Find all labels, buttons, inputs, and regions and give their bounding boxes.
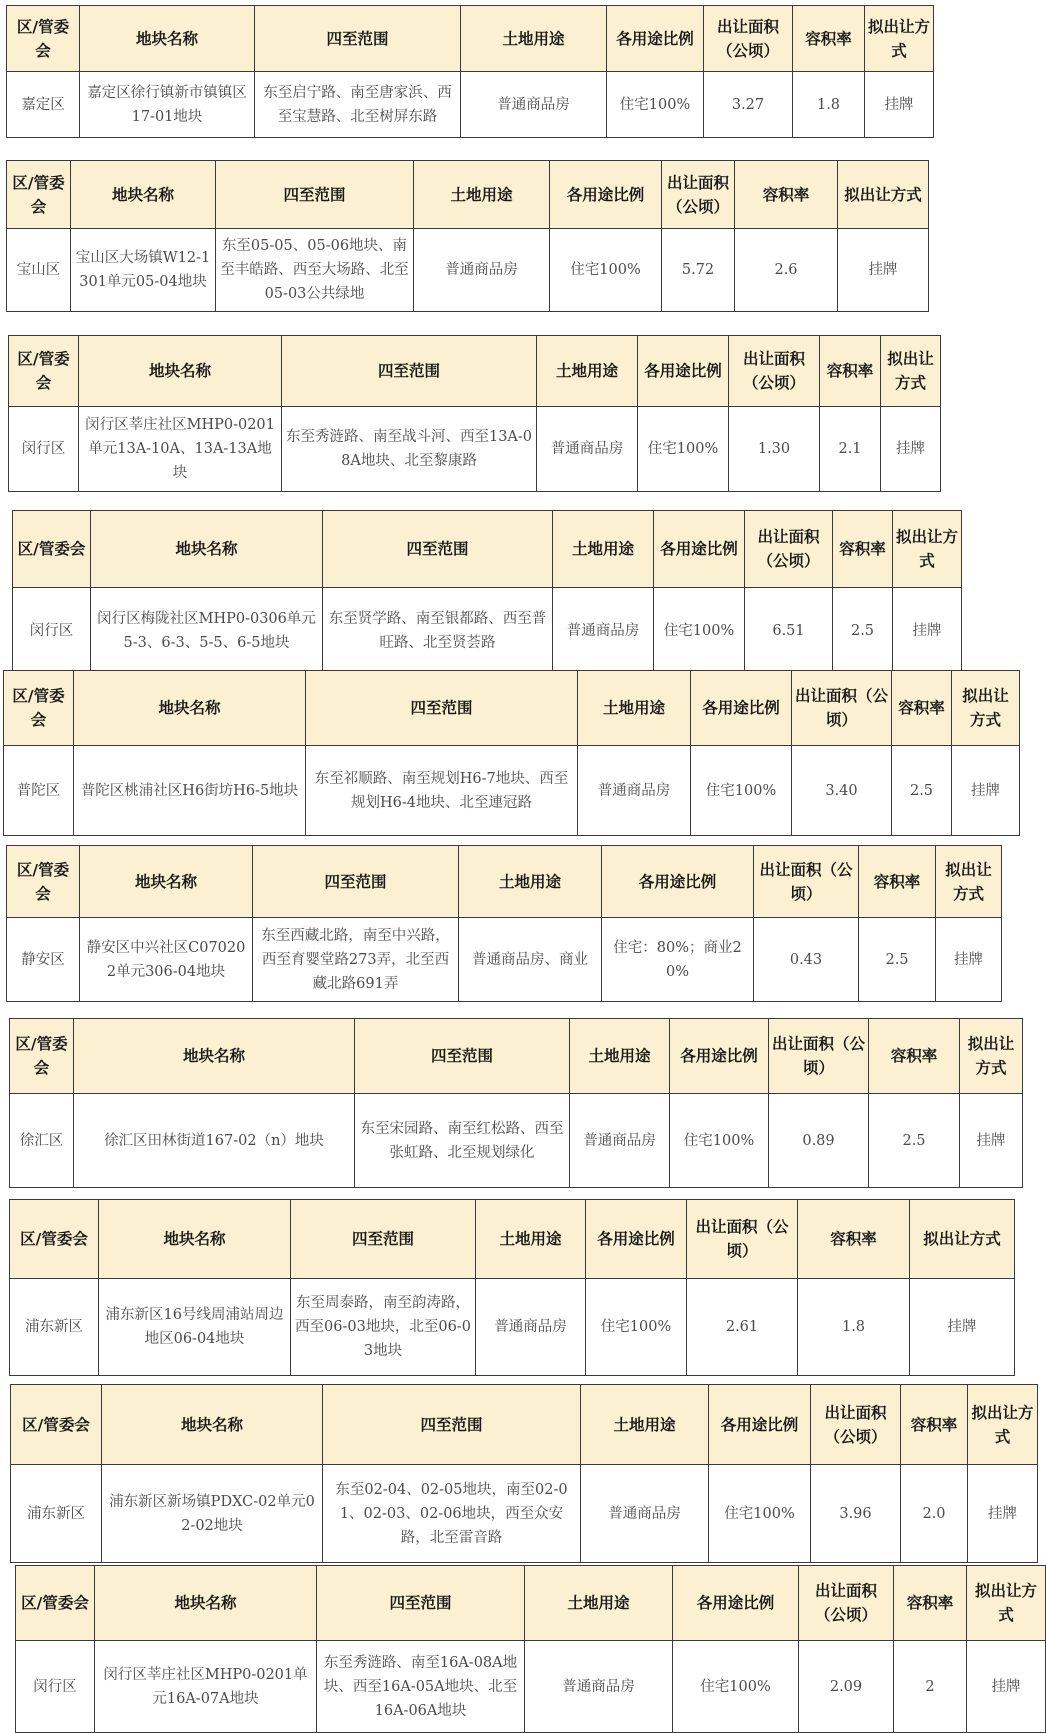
data-cell: 普通商品房: [537, 407, 638, 492]
header-cell: 土地用途: [570, 1019, 670, 1094]
header-cell: 四至范围: [306, 671, 578, 746]
data-cell: 住宅100%: [654, 588, 745, 674]
data-cell: 宝山区大场镇W12-1301单元05-04地块: [71, 229, 216, 312]
data-cell: 普陀区: [4, 746, 74, 836]
parcel-table: [9, 1018, 1023, 1188]
header-cell: 土地用途: [553, 511, 654, 588]
header-cell: 容积率: [894, 1566, 967, 1641]
data-cell: 挂牌: [968, 1465, 1038, 1563]
header-cell: 拟出让方式: [910, 1200, 1015, 1279]
header-cell: 四至范围: [291, 1200, 476, 1279]
parcel-table: [10, 1384, 1038, 1563]
data-cell: 住宅100%: [673, 1641, 799, 1733]
data-cell: 普通商品房、商业: [459, 918, 602, 1002]
data-cell: 浦东新区新场镇PDXC-02单元02-02地块: [102, 1465, 323, 1563]
header-cell: 土地用途: [461, 6, 607, 72]
data-cell: 普通商品房: [578, 746, 691, 836]
parcel-table: [12, 510, 962, 674]
header-cell: 出让面积（公顷）: [729, 336, 820, 407]
header-cell: 容积率: [833, 511, 893, 588]
data-cell: 6.51: [745, 588, 833, 674]
header-cell: 拟出让方式: [960, 1019, 1023, 1094]
data-cell: 闵行区: [13, 588, 91, 674]
data-cell: 挂牌: [881, 407, 941, 492]
data-cell: 住宅100%: [607, 72, 704, 138]
data-cell: 嘉定区: [7, 72, 80, 138]
header-cell: 地块名称: [91, 511, 323, 588]
data-cell: 挂牌: [865, 72, 934, 138]
header-cell: 拟出让方式: [968, 1385, 1038, 1465]
parcel-table: [6, 160, 929, 312]
header-cell: 区/管委会: [7, 161, 71, 229]
data-cell: 挂牌: [967, 1641, 1046, 1733]
header-cell: 容积率: [859, 846, 936, 918]
header-cell: 区/管委会: [13, 511, 91, 588]
header-cell: 土地用途: [578, 671, 691, 746]
header-cell: 土地用途: [581, 1385, 709, 1465]
header-cell: 容积率: [798, 1200, 910, 1279]
header-cell: 地块名称: [102, 1385, 323, 1465]
header-cell: 拟出让方式: [952, 671, 1020, 746]
header-cell: 地块名称: [80, 6, 255, 72]
header-cell: 土地用途: [414, 161, 550, 229]
header-cell: 四至范围: [323, 1385, 581, 1465]
data-cell: 东至秀涟路、南至战斗河、西至13A-08A地块、北至黎康路: [282, 407, 537, 492]
header-cell: 土地用途: [459, 846, 602, 918]
parcel-table: [9, 1199, 1015, 1376]
data-cell: 浦东新区: [11, 1465, 102, 1563]
header-cell: 地块名称: [74, 1019, 355, 1094]
data-cell: 东至02-04、02-05地块，南至02-01、02-03、02-06地块，西至众安路，北至雷音路: [323, 1465, 581, 1563]
data-cell: 闵行区: [16, 1641, 95, 1733]
header-cell: 各用途比例: [607, 6, 704, 72]
data-cell: 挂牌: [952, 746, 1020, 836]
data-cell: 5.72: [662, 229, 735, 312]
header-cell: 地块名称: [79, 336, 282, 407]
header-cell: 各用途比例: [586, 1200, 687, 1279]
data-cell: 东至启宁路、南至唐家浜、西至宝慧路、北至树屏东路: [255, 72, 461, 138]
parcel-table: [6, 5, 934, 138]
header-cell: 各用途比例: [673, 1566, 799, 1641]
data-cell: 2.5: [869, 1094, 960, 1188]
data-cell: 东至贤学路、南至银都路、西至普旺路、北至贤荟路: [323, 588, 553, 674]
data-cell: 静安区中兴社区C070202单元306-04地块: [80, 918, 253, 1002]
header-cell: 各用途比例: [709, 1385, 811, 1465]
data-cell: 2.5: [833, 588, 893, 674]
data-cell: 3.27: [704, 72, 793, 138]
data-cell: 2.6: [735, 229, 838, 312]
header-cell: 各用途比例: [602, 846, 754, 918]
data-cell: 1.8: [798, 1279, 910, 1376]
header-cell: 四至范围: [253, 846, 459, 918]
header-cell: 拟出让方式: [893, 511, 962, 588]
header-cell: 区/管委会: [4, 671, 74, 746]
data-cell: 1.8: [793, 72, 865, 138]
header-cell: 地块名称: [71, 161, 216, 229]
header-cell: 出让面积（公顷）: [704, 6, 793, 72]
header-cell: 出让面积（公顷）: [799, 1566, 894, 1641]
header-cell: 出让面积（公顷）: [754, 846, 859, 918]
header-cell: 拟出让方式: [936, 846, 1002, 918]
data-cell: 0.43: [754, 918, 859, 1002]
data-cell: 3.40: [792, 746, 892, 836]
data-cell: 普通商品房: [581, 1465, 709, 1563]
data-cell: 0.89: [769, 1094, 869, 1188]
data-cell: 住宅：80%；商业20%: [602, 918, 754, 1002]
data-cell: 徐汇区: [10, 1094, 74, 1188]
data-cell: 徐汇区田林街道167-02（n）地块: [74, 1094, 355, 1188]
data-cell: 住宅100%: [586, 1279, 687, 1376]
header-cell: 区/管委会: [9, 336, 79, 407]
header-cell: 拟出让方式: [865, 6, 934, 72]
data-cell: 挂牌: [838, 229, 929, 312]
data-cell: 东至周泰路，南至韵涛路，西至06-03地块，北至06-03地块: [291, 1279, 476, 1376]
header-cell: 四至范围: [317, 1566, 525, 1641]
header-cell: 容积率: [901, 1385, 968, 1465]
data-cell: 挂牌: [936, 918, 1002, 1002]
header-cell: 区/管委会: [11, 1385, 102, 1465]
parcel-table: [15, 1565, 1046, 1733]
data-cell: 普通商品房: [461, 72, 607, 138]
header-cell: 出让面积（公顷）: [792, 671, 892, 746]
data-cell: 浦东新区: [10, 1279, 99, 1376]
header-cell: 四至范围: [216, 161, 414, 229]
data-cell: 普通商品房: [476, 1279, 586, 1376]
data-cell: 2.5: [892, 746, 952, 836]
header-cell: 出让面积（公顷）: [811, 1385, 901, 1465]
data-cell: 普通商品房: [553, 588, 654, 674]
header-cell: 出让面积（公顷）: [687, 1200, 798, 1279]
data-cell: 3.96: [811, 1465, 901, 1563]
header-cell: 四至范围: [323, 511, 553, 588]
data-cell: 闵行区莘庄社区MHP0-0201单元13A-10A、13A-13A地块: [79, 407, 282, 492]
header-cell: 容积率: [735, 161, 838, 229]
data-cell: 东至05-05、05-06地块、南至丰皓路、西至大场路、北至05-03公共绿地: [216, 229, 414, 312]
data-cell: 住宅100%: [670, 1094, 769, 1188]
data-cell: 东至祁顺路、南至规划H6-7地块、西至规划H6-4地块、北至連冠路: [306, 746, 578, 836]
header-cell: 容积率: [869, 1019, 960, 1094]
header-cell: 四至范围: [255, 6, 461, 72]
data-cell: 挂牌: [960, 1094, 1023, 1188]
data-cell: 东至西藏北路，南至中兴路，西至育婴堂路273弄，北至西藏北路691弄: [253, 918, 459, 1002]
header-cell: 区/管委会: [7, 846, 80, 918]
data-cell: 2.61: [687, 1279, 798, 1376]
header-cell: 地块名称: [99, 1200, 291, 1279]
data-cell: 闵行区梅陇社区MHP0-0306单元5-3、6-3、5-5、6-5地块: [91, 588, 323, 674]
header-cell: 各用途比例: [550, 161, 662, 229]
data-cell: 住宅100%: [709, 1465, 811, 1563]
header-cell: 各用途比例: [654, 511, 745, 588]
data-cell: 普通商品房: [414, 229, 550, 312]
header-cell: 土地用途: [525, 1566, 673, 1641]
data-cell: 嘉定区徐行镇新市镇镇区17-01地块: [80, 72, 255, 138]
data-cell: 1.30: [729, 407, 820, 492]
data-cell: 普通商品房: [525, 1641, 673, 1733]
data-cell: 住宅100%: [638, 407, 729, 492]
data-cell: 住宅100%: [691, 746, 792, 836]
header-cell: 土地用途: [537, 336, 638, 407]
data-cell: 闵行区: [9, 407, 79, 492]
data-cell: 普陀区桃浦社区H6街坊H6-5地块: [74, 746, 306, 836]
data-cell: 2: [894, 1641, 967, 1733]
header-cell: 四至范围: [282, 336, 537, 407]
parcel-table: [8, 335, 941, 492]
header-cell: 地块名称: [95, 1566, 317, 1641]
data-cell: 浦东新区16号线周浦站周边地区06-04地块: [99, 1279, 291, 1376]
header-cell: 容积率: [820, 336, 881, 407]
header-cell: 出让面积（公顷）: [745, 511, 833, 588]
data-cell: 普通商品房: [570, 1094, 670, 1188]
header-cell: 拟出让方式: [967, 1566, 1046, 1641]
header-cell: 拟出让方式: [881, 336, 941, 407]
header-cell: 拟出让方式: [838, 161, 929, 229]
header-cell: 各用途比例: [670, 1019, 769, 1094]
header-cell: 各用途比例: [691, 671, 792, 746]
header-cell: 区/管委会: [7, 6, 80, 72]
header-cell: 四至范围: [355, 1019, 570, 1094]
data-cell: 挂牌: [910, 1279, 1015, 1376]
data-cell: 2.1: [820, 407, 881, 492]
header-cell: 土地用途: [476, 1200, 586, 1279]
data-cell: 2.5: [859, 918, 936, 1002]
header-cell: 容积率: [793, 6, 865, 72]
data-cell: 2.0: [901, 1465, 968, 1563]
header-cell: 区/管委会: [10, 1019, 74, 1094]
header-cell: 区/管委会: [16, 1566, 95, 1641]
header-cell: 地块名称: [80, 846, 253, 918]
data-cell: 挂牌: [893, 588, 962, 674]
parcel-table: [3, 670, 1020, 836]
parcel-table: [6, 845, 1002, 1002]
header-cell: 区/管委会: [10, 1200, 99, 1279]
header-cell: 出让面积（公顷）: [662, 161, 735, 229]
data-cell: 住宅100%: [550, 229, 662, 312]
header-cell: 各用途比例: [638, 336, 729, 407]
header-cell: 地块名称: [74, 671, 306, 746]
data-cell: 静安区: [7, 918, 80, 1002]
data-cell: 2.09: [799, 1641, 894, 1733]
header-cell: 出让面积（公顷）: [769, 1019, 869, 1094]
data-cell: 宝山区: [7, 229, 71, 312]
data-cell: 东至宋园路、南至红松路、西至张虹路、北至规划绿化: [355, 1094, 570, 1188]
data-cell: 闵行区莘庄社区MHP0-0201单元16A-07A地块: [95, 1641, 317, 1733]
data-cell: 东至秀涟路、南至16A-08A地块、西至16A-05A地块、北至16A-06A地块: [317, 1641, 525, 1733]
header-cell: 容积率: [892, 671, 952, 746]
